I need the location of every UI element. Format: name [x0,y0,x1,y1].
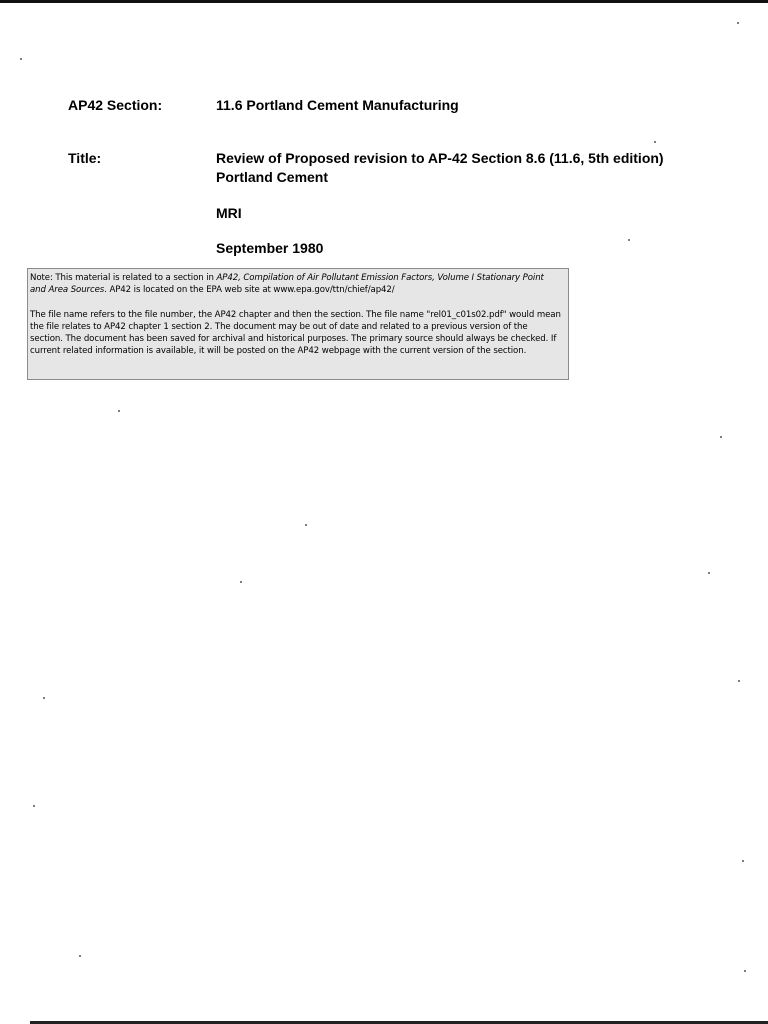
scan-speck [708,572,710,574]
scan-speck [33,805,35,807]
section-label: AP42 Section: [68,97,163,113]
date: September 1980 [216,240,324,256]
scan-speck [744,970,746,972]
document-title [216,149,736,187]
scan-top-edge [0,0,768,3]
scan-speck [742,860,744,862]
scan-speck [20,58,22,60]
scan-speck [240,581,242,583]
title-line-1: Review of Proposed revision to AP-42 Section 8.6 (11.6, 5th edition) [216,150,664,166]
note-paragraph-1: Note: This material is related to a section in AP42, Compilation of Air Pollutant Emission Factors, Volume I Stationary Point and Area Sources. AP42 is located on the EPA web site at www.epa.gov/ttn/chief/ap42/ [30,273,544,296]
section-value: 11.6 Portland Cement Manufacturing [216,97,459,113]
title-line-2: Portland Cement [216,169,329,185]
scan-speck [720,436,722,438]
scan-speck [305,524,307,526]
scan-speck [118,410,120,412]
author: MRI [216,205,242,221]
scan-speck [43,697,45,699]
note-publication-title: AP42, Compilation of Air Pollutant Emission Factors, Volume I Stationary Point and Area Sources [30,273,544,296]
scan-speck [628,239,630,241]
archival-note-box [27,268,569,380]
scan-speck [79,955,81,957]
scan-speck [738,680,740,682]
note-paragraph-2: The file name refers to the file number, the AP42 chapter and then the section. The file name "rel01_c01s02.pdf" would mean the file relates to AP42 chapter 1 section 2. The document may be out of date and related to a previous version of the section. The document has been saved for archival and historical purposes. The primary source should always be checked. If current related information is available, it will be posted on the AP42 webpage with the current version of the section. [30,309,561,357]
scan-speck [737,22,739,24]
scan-speck [654,141,656,143]
title-label: Title: [68,150,102,166]
